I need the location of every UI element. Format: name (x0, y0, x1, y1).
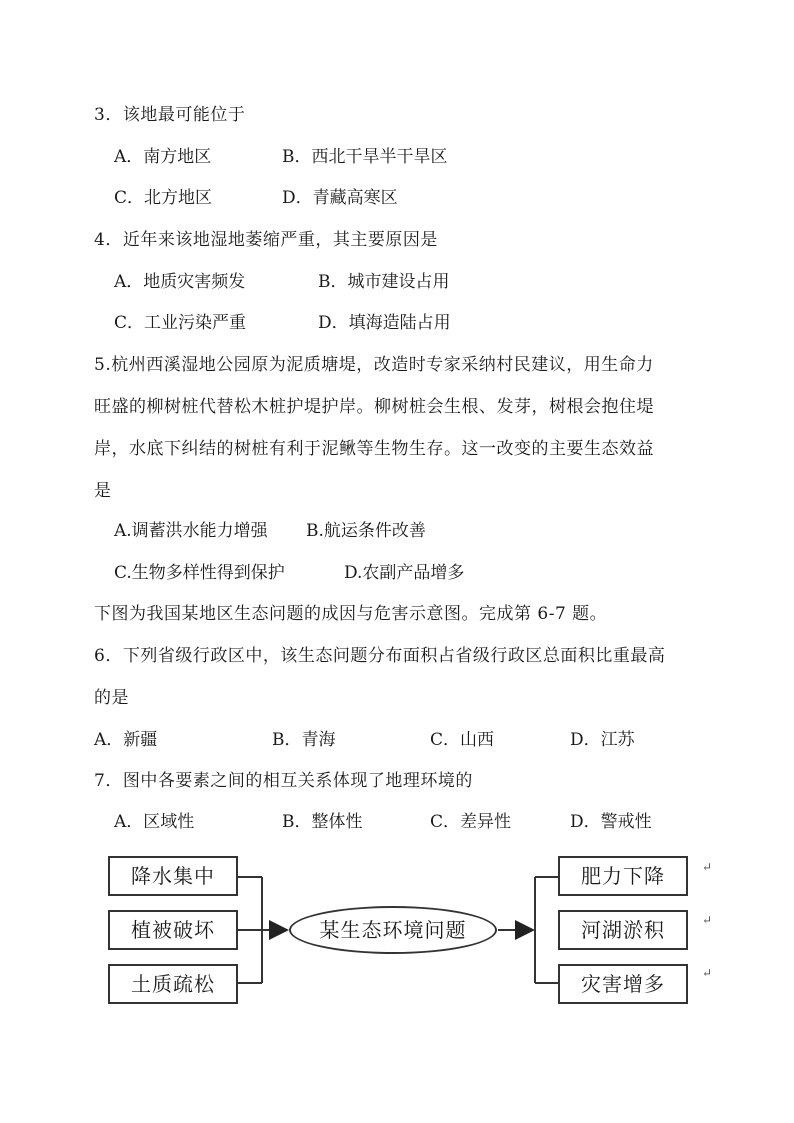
return-mark: ↵ (702, 913, 713, 927)
q4-option-a: A．地质灾害频发 (114, 272, 246, 292)
q5-option-b: B.航运条件改善 (306, 521, 426, 541)
q7-option-a: A．区域性 (114, 812, 195, 832)
q5-option-c: C.生物多样性得到保护 (114, 563, 285, 583)
cause-box-1: 降水集中 (108, 856, 238, 896)
q3-option-d: D．青藏高寒区 (282, 188, 398, 208)
return-mark: ↵ (702, 966, 713, 980)
q7-option-d: D．警戒性 (570, 812, 652, 832)
q6-option-c: C．山西 (430, 730, 495, 750)
effect-box-3: 灾害增多 (558, 964, 688, 1004)
intro-6-7: 下图为我国某地区生态问题的成因与危害示意图。完成第 6-7 题。 (94, 604, 608, 624)
q5-line-4: 是 (94, 481, 112, 501)
effect-box-2: 河湖淤积 (558, 910, 688, 950)
q6-option-a: A．新疆 (94, 730, 158, 750)
q4-option-d: D．填海造陆占用 (318, 313, 451, 333)
effect-box-1: 肥力下降 (558, 856, 688, 896)
q6-option-b: B．青海 (272, 730, 336, 750)
center-problem-ellipse: 某生态环境问题 (289, 906, 497, 954)
q3-option-a: A．南方地区 (114, 147, 212, 167)
q4-option-c: C．工业污染严重 (114, 313, 247, 333)
q5-line-1: 5.杭州西溪湿地公园原为泥质塘堤，改造时专家采纳村民建议，用生命力 (94, 355, 654, 375)
q6-option-d: D．江苏 (570, 730, 635, 750)
q6-line-2: 的是 (94, 688, 129, 708)
q5-line-3: 岸，水底下纠结的树桩有利于泥鳅等生物生存。这一改变的主要生态效益 (94, 439, 654, 459)
q7-stem: 7．图中各要素之间的相互关系体现了地理环境的 (94, 771, 473, 791)
q7-option-c: C．差异性 (430, 812, 512, 832)
q3-stem: 3．该地最可能位于 (94, 105, 246, 125)
return-mark: ↵ (702, 860, 713, 874)
cause-box-3: 土质疏松 (108, 964, 238, 1004)
q5-option-d: D.农副产品增多 (344, 563, 465, 583)
q4-option-b: B．城市建设占用 (318, 272, 450, 292)
q4-stem: 4．近年来该地湿地萎缩严重，其主要原因是 (94, 230, 438, 250)
q5-line-2: 旺盛的柳树桩代替松木桩护堤护岸。柳树桩会生根、发芽，树根会抱住堤 (94, 397, 654, 417)
q3-option-c: C．北方地区 (114, 188, 213, 208)
q3-option-b: B．西北干旱半干旱区 (282, 147, 448, 167)
cause-box-2: 植被破坏 (108, 910, 238, 950)
q5-option-a: A.调蓄洪水能力增强 (114, 521, 268, 541)
q6-line-1: 6．下列省级行政区中，该生态问题分布面积占省级行政区总面积比重最高 (94, 646, 666, 666)
q7-option-b: B．整体性 (282, 812, 363, 832)
